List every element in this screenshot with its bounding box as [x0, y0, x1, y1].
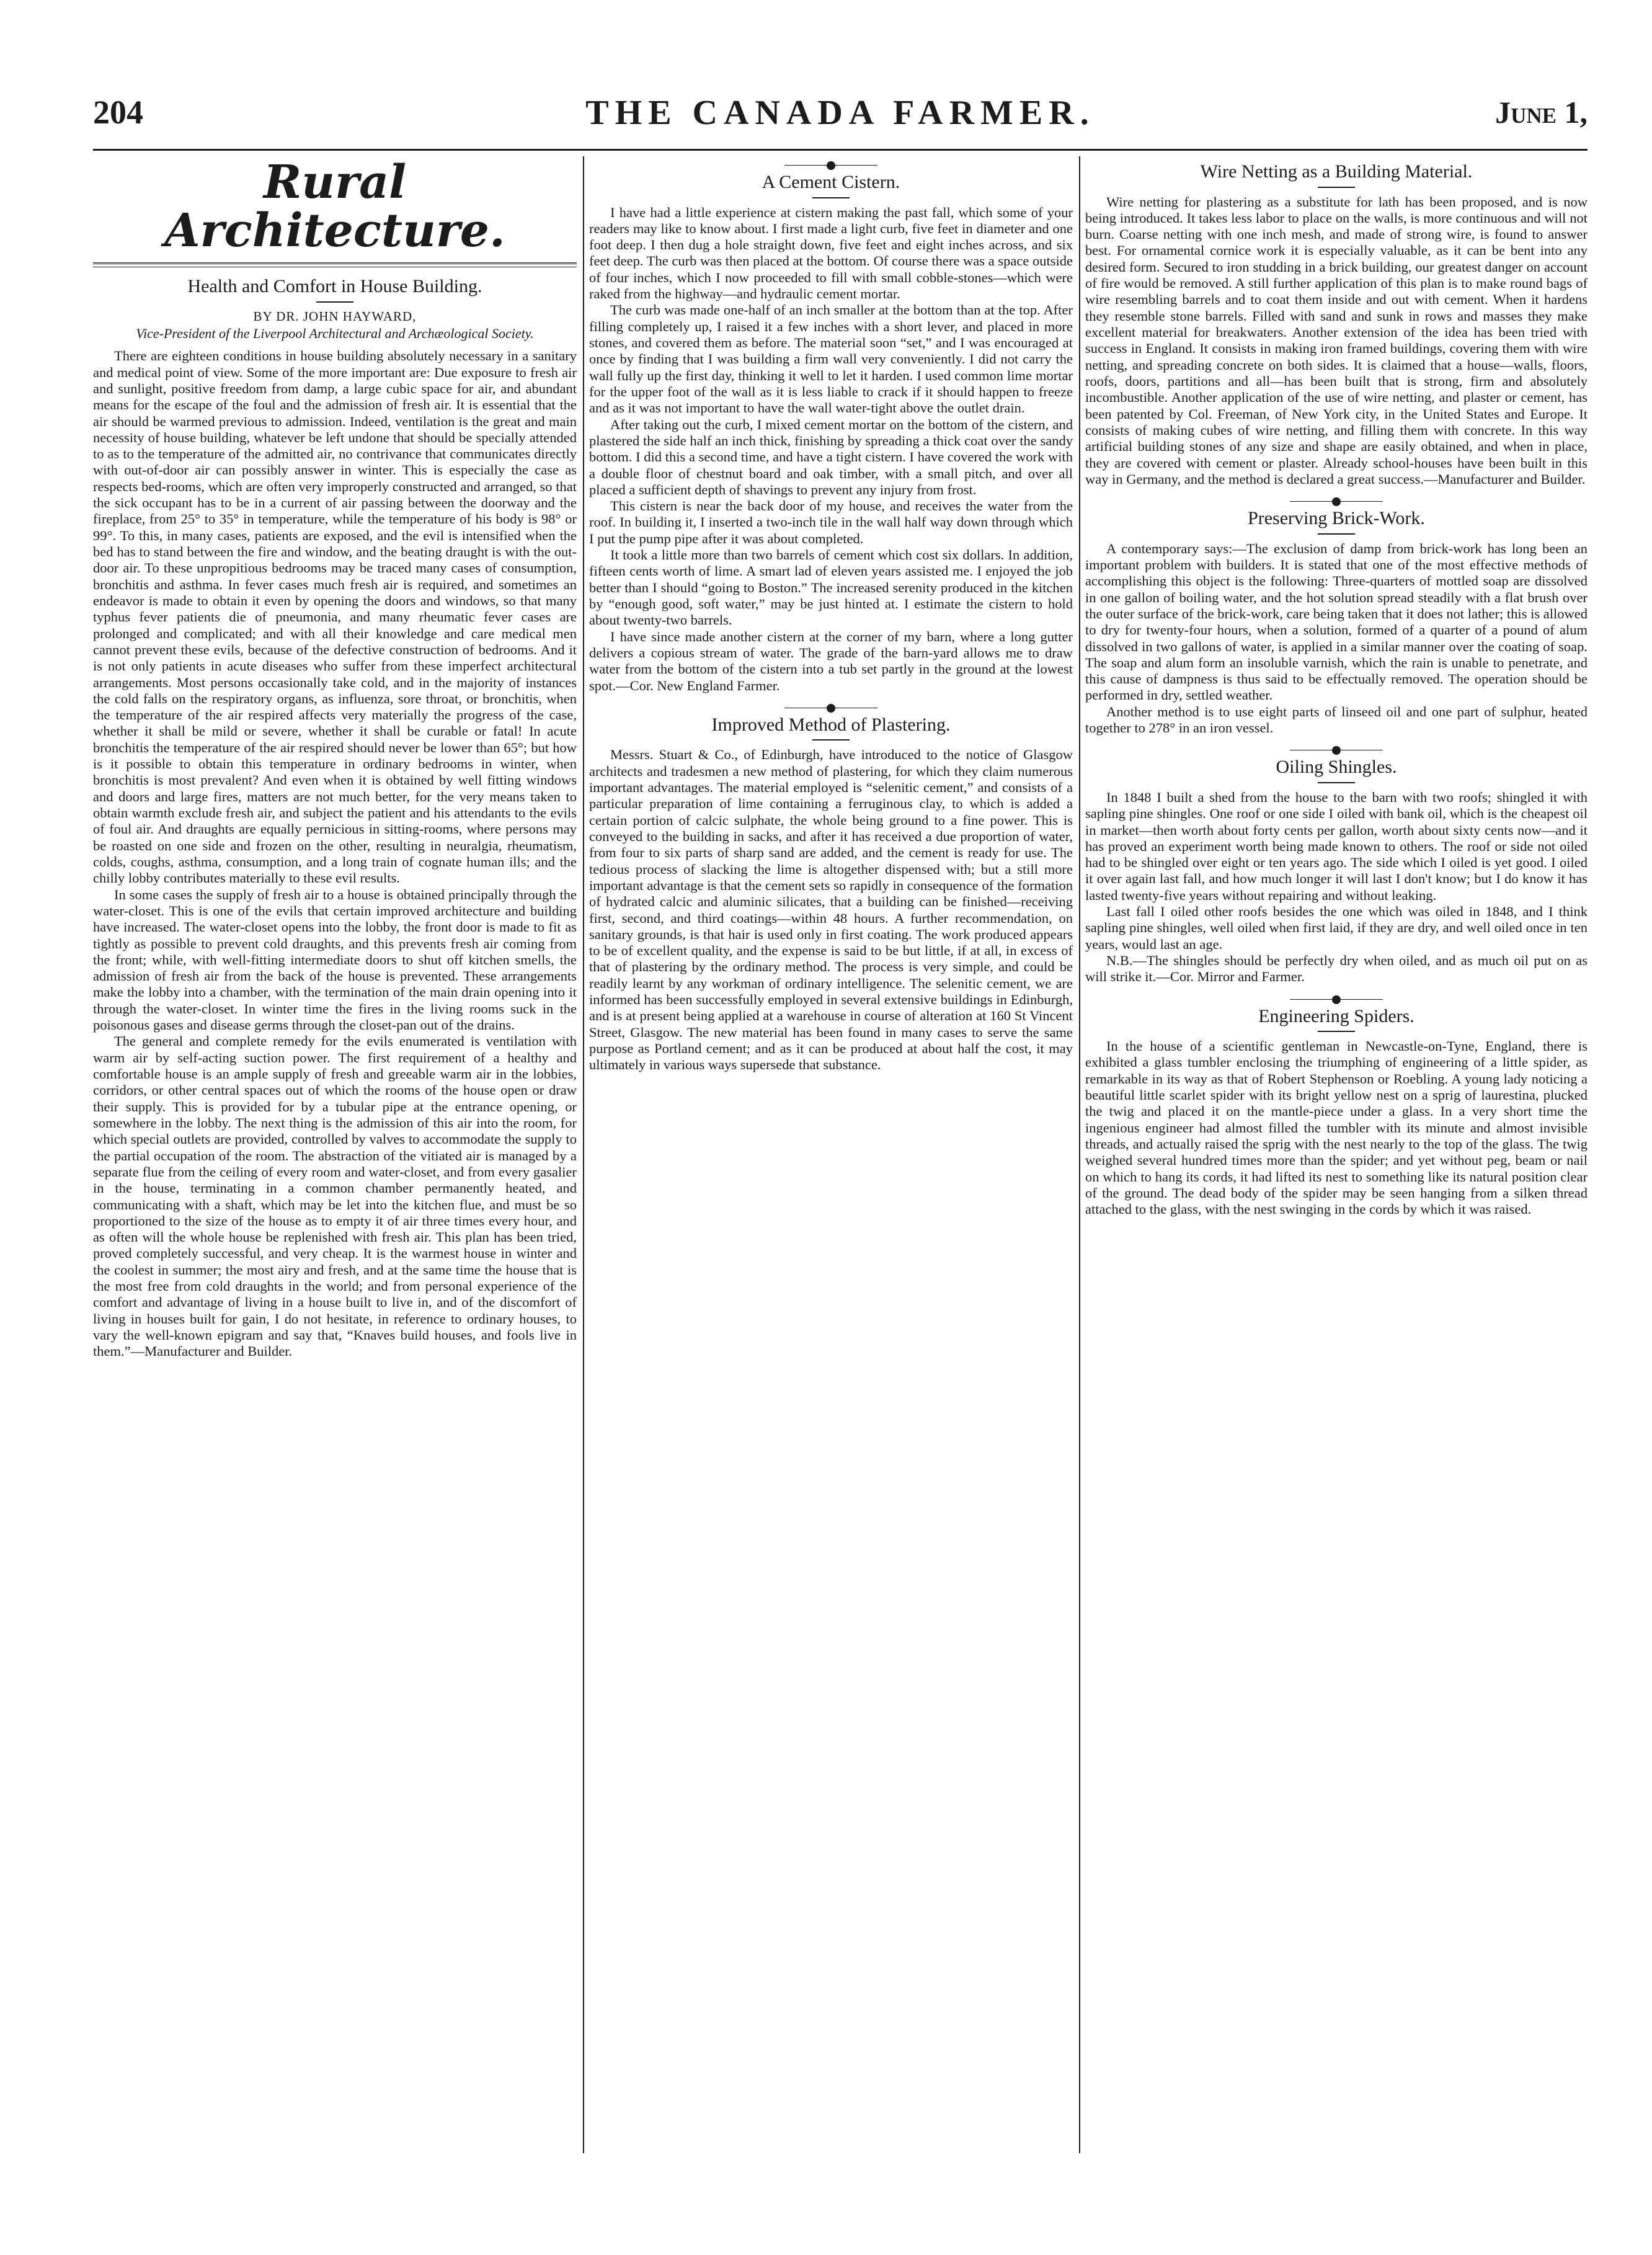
paper-title: THE CANADA FARMER.	[585, 94, 1095, 132]
article-paragraph: In the house of a scientific gentleman in Newcastle-on-Tyne, England, there is exhibited a glass tumbler enclosing the triumphing of engineering of a little spider, as remarkable in its way as that of Robert Stephenson or Roebling. A young lady noticing a beautiful little scarlet spider with its bright yellow nest on a sprig of laurestina, plucked the twig and placed it on the mantle-piece under a glass. In a very short time the ingenious engineer had almost filled the tumbler with its minute and almost invisible threads, and actually raised the sprig with the nest nearly to the top of the glass. The twig weighed several hundred times more than the spider; and yet without peg, beam or nail on which to hang its cords, it had lifted its nest to something like its natural position clear of the ground. The dead body of the spider may be seen hanging from a silken thread attached to the glass, with the nest swinging in the cords by which it was raised.	[1085, 1038, 1588, 1217]
title-rule	[1318, 187, 1355, 188]
article-paragraph: Another method is to use eight parts of linseed oil and one part of sulphur, heated together to 278° in an iron vessel.	[1085, 703, 1588, 736]
column-divider	[1079, 156, 1080, 2153]
article-separator	[1290, 501, 1383, 502]
article-title: Wire Netting as a Building Material.	[1200, 161, 1473, 182]
title-rule	[1318, 782, 1355, 783]
page-number: 204	[93, 94, 143, 131]
masthead	[93, 93, 1588, 149]
column-1	[93, 156, 577, 2153]
title-rule	[316, 301, 353, 303]
article-paragraph: There are eighteen conditions in house building absolutely necessary in a sanitary and medical point of view. Some of the more important are: Due exposure to fresh air and sunlight, positive freedom from damp, a large cubic space for air, and abundant means for the escape of the foul and the admission of fresh air. It is essential that the air should be warmed previous to admission. Indeed, ventilation is the great and main necessity of house building, whatever be left undone that should be specially attended to as to the temperature of the admitted air, no contrivance that communicates directly with out-of-door air can possibly answer in winter. This is especially the case as respects bed-rooms, which are often very improperly constructed and arranged, so that the sick occupant has to be in a current of air passing between the doorway and the fireplace, from 25° to 35° in temperature, while the temperature of his body is 98° or 99°. To this, in many cases, patients are exposed, and the evil is intensified when the bed has to stand between the fire and window, and the beating draught is with the out-door air. To these unpropitious bedrooms may be traced many cases of consumption, bronchitis and asthma. In fever cases much fresh air is required, and sometimes an endeavor is made to obtain it even by opening the doors and windows, so that many typhus fever patients die of pneumonia, and many rheumatic fever cases are prolonged and complicated; and with all their knowledge and care medical men cannot prevent these evils, because of the defective construction of bedrooms. And it is not only patients in acute diseases who suffer from these imperfect architectural arrangements. Most persons occasionally take cold, and in the majority of instances the cold falls on the respiratory organs, as influenza, sore throat, or bronchitis, when the temperature of the air respired affects very materially the progress of the case, whether it shall be mild or severe, whether it shall be curable or fatal! In acute bronchitis the temperature of the air respired should never be lower than 65°; but how is it possible to obtain this temperature in ordinary bedrooms in winter, when bronchitis is most prevalent? And even when it is obtained by well fitting windows and doors and large fires, matters are not much better, for the very means taken to obtain warmth exclude fresh air, and subject the patient and his attendants to the evils of foul air. And draughts are equally pernicious in sitting-rooms, where persons may be roasted on one side and frozen on the other, resulting in neuralgia, rheumatism, colds, coughs, asthma, consumption, and a long train of cognate human ills; and the chilly lobby contributes materially to these evil results.	[93, 348, 577, 886]
article-paragraph: The curb was made one-half of an inch smaller at the bottom than at the top. After filling completely up, I raised it a few inches with a short lever, and placed in more stones, and covered them as before. The material soon “set,” and I was encouraged at once by finding that I was building a firm wall very conveniently. I did not carry the wall fully up the first day, thinking it well to let it harden. I used common lime mortar for the upper foot of the wall as it is less liable to crack if it should happen to freeze and as it was not important to have the wall water-tight above the outlet drain.	[589, 302, 1073, 416]
column-divider	[583, 156, 584, 2153]
article-paragraph: In some cases the supply of fresh air to a house is obtained principally through the water-closet. This is one of the evils that certain improved architecture and building have increased. The water-closet opens into the lobby, the front door is made to fit as tightly as possible to prevent cold draughts, and this prevents fresh air coming from the front; while, with well-fitting intermediate doors to shut off kitchen smells, the admission of fresh air from the back of the house is prevented. These arrangements make the lobby into a chamber, with the termination of the main drain opening into it through the water-closet. In winter time the fires in the living rooms suck in the poisonous gases and disease germs through the closet-pan out of the drains.	[93, 886, 577, 1033]
article-byline: BY DR. JOHN HAYWARD,	[253, 308, 417, 324]
title-rule	[1318, 1031, 1355, 1032]
article-paragraph: In 1848 I built a shed from the house to the barn with two roofs; shingled it with sapling pine shingles. One roof or one side I oiled with bank oil, which is the cheapest oil in market—then worth about forty cents per gallon, worth about sixty cents now—and it has proved an experiment worth being made known to others. The roof or side not oiled had to be shingled over eight or ten years ago. The side which I oiled is yet good. I oiled it over again last fall, and how much longer it will last I don't know; but I do know it has lasted twenty-five years without repairing and without leaking.	[1085, 789, 1588, 903]
title-rule	[812, 739, 850, 741]
article-paragraph: This cistern is near the back door of my house, and receives the water from the roof. In building it, I inserted a two-inch tile in the wall half way down through which I put the pump pipe after it was about completed.	[589, 498, 1073, 546]
article-separator	[784, 165, 877, 166]
article-paragraph: Last fall I oiled other roofs besides the one which was oiled in 1848, and I think sapling pine shingles, well oiled when first laid, if they are dry, and well oiled once in ten years, would last an age.	[1085, 904, 1588, 952]
section-heading-rule	[93, 262, 577, 267]
article-paragraph: I have since made another cistern at the corner of my barn, where a long gutter delivers a copious stream of water. The grade of the barn-yard allows me to draw water from the bottom of the cistern into a tub set partly in the ground at the lowest spot.—Cor. New England Farmer.	[589, 628, 1073, 693]
article-paragraph: After taking out the curb, I mixed cement mortar on the bottom of the cistern, and plastered the side half an inch thick, finishing by spreading a thick coat over the sandy bottom. I did this a second time, and have a tight cistern. I have covered the work with a double floor of chestnut board and oak timber, with a small pitch, and over all placed a sufficient depth of shavings to prevent any injury from frost.	[589, 416, 1073, 497]
article-paragraph: Messrs. Stuart & Co., of Edinburgh, have introduced to the notice of Glasgow architects and tradesmen a new method of plastering, for which they claim numerous important advantages. The material employed is “selenitic cement,” and consists of a particular preparation of lime containing a ferruginous clay, to which is added a certain portion of calcic sulphate, the whole being ground to a fine power. This is conveyed to the building in sacks, and after it has received a due proportion of water, from four to six parts of sharp sand are added, and the cement is ready for use. The tedious process of slacking the lime is altogether dispensed with; but a still more important advantage is that the cement sets so rapidly in consequence of the formation of hydrated calcic and aluminic silicates, that a building can be finished—receiving first, second, and third coatings—within 48 hours. A further recommendation, on sanitary grounds, is that hair is used only in first coating. The work produced appears to be of excellent quality, and the expense is said to be but little, if at all, in excess of that of plastering by the ordinary method. The process is very simple, and could be readily learnt by any workman of ordinary intelligence. The selenitic cement, we are informed has been successfully employed in several extensive buildings in Edinburgh, and is at present being applied at a warehouse in course of alteration at 160 St Vincent Street, Glasgow. The new material has been found in many cases to serve the same purpose as Portland cement; and as it can be produced at about half the cost, it may ultimately in various ways supersede that substance.	[589, 747, 1073, 1073]
column-3	[1085, 156, 1588, 2153]
article-title: Health and Comfort in House Building.	[187, 276, 482, 297]
title-rule	[1318, 533, 1355, 535]
article-title: Engineering Spiders.	[1258, 1005, 1414, 1026]
article-paragraph: Wire netting for plastering as a substitute for lath has been proposed, and is now being introduced. It takes less labor to place on the walls, is more continuous and will not burn. Coarse netting with one inch mesh, and made of strong wire, is found to answer best. For ornamental cornice work it is especially valuable, as it can be bent into any desired form. Secured to iron studding in a brick building, our greatest danger on account of fire would be removed. A still further application of this plan is to make round bags of wire resembling barrels and to coat them inside and out with cement. When it hardens they resemble stone barrels. Filled with sand and sunk in rows and masses they make excellent material for breakwaters. Another extension of the idea has been tried with success in England. It consists in making iron framed buildings, covering them with wire netting, and spreading concrete on both sides. It is claimed that a house—walls, floors, roofs, doors, partitions and all—has been built that is strong, firm and absolutely incombustible. Another application of the use of wire netting, and plaster or cement, has been patented by Col. Freeman, of New York city, in the United States and Europe. It consists of making cubes of wire netting, and filling them with concrete. In this way artificial building stones of any size and shape are easily obtained, and when in place, they are covered with cement or plaster. Already school-houses have been built in this way in Germany, and the method is declared a great success.—Manufacturer and Builder.	[1085, 193, 1588, 487]
article-title: Improved Method of Plastering.	[711, 714, 951, 735]
section-heading: Rural Architecture.	[164, 156, 505, 257]
issue-date: June 1,	[1495, 95, 1588, 130]
title-rule	[812, 197, 850, 198]
article-paragraph: The general and complete remedy for the evils enumerated is ventilation with warm air by self-acting suction power. The first requirement of a healthy and comfortable house is an ample supply of fresh and greeable warm air in the lobbies, corridors, or other central spaces out of which the rooms of the house open or draw their supply. This is provided for by a tubular pipe at the entrance opening, or somewhere in the lobby. The next thing is the admission of this air into the room, for which special outlets are provided, controlled by valves to accommodate the supply to the partial occupation of the room. The abstraction of the vitiated air is managed by a separate flue from the ceiling of every room and water-closet, and from every gasalier in the house, terminating in a common chamber permanently heated, and communicating with a shaft, which may be let into the kitchen flue, and must be so proportioned to the size of the house as to empty it of air three times every hour, and as often will the whole house be replenished with fresh air. This plan has been tried, proved completely successful, and very cheap. It is the warmest house in winter and the coolest in summer; the most airy and fresh, and at the same time the house that is the most free from cold draughts in the world; and from personal experience of the comfort and advantage of living in a house built to live in, and of the discomfort of living in houses built for gain, I do not hesitate, in reference to ordinary houses, to vary the well-known epigram and say that, “Knaves build houses, and fools live in them.”—Manufacturer and Builder.	[93, 1033, 577, 1359]
article-paragraph: N.B.—The shingles should be perfectly dry when oiled, and as much oil put on as will strike it.—Cor. Mirror and Farmer.	[1085, 953, 1588, 985]
masthead-rule	[93, 149, 1588, 151]
column-2	[589, 156, 1073, 2153]
article-paragraph: It took a little more than two barrels of cement which cost six dollars. In addition, fifteen cents worth of lime. A smart lad of eleven years assisted me. I enjoyed the job better than I should “going to Boston.” The increased serenity produced in the kitchen by “enough good, soft water,” may be just hinted at. I estimate the cistern to hold about twenty-two barrels.	[589, 547, 1073, 628]
article-title: Preserving Brick-Work.	[1248, 508, 1425, 529]
article-affiliation: Vice-President of the Liverpool Architectural and Archæological Society.	[136, 325, 534, 341]
article-title: Oiling Shingles.	[1276, 757, 1397, 778]
article-title: A Cement Cistern.	[762, 172, 900, 192]
article-separator	[1290, 999, 1383, 1000]
article-paragraph: A contemporary says:—The exclusion of damp from brick-work has long been an important problem with builders. It is stated that one of the most effective methods of accomplishing this object is the following: Three-quarters of mottled soap are dissolved in one gallon of boiling water, and the hot solution spread steadily with a flat brush over the outer surface of the brick-work, care being taken that it does not lather; this is allowed to dry for twenty-four hours, when a solution, formed of a quarter of a pound of alum dissolved in two gallons of water, is applied in a similar manner over the coating of soap. The soap and alum form an insoluble varnish, which the rain is unable to penetrate, and this cause of dampness is thus said to be effectually removed. The operation should be performed in dry, settled weather.	[1085, 540, 1588, 703]
article-paragraph: I have had a little experience at cistern making the past fall, which some of your readers may like to know about. I first made a light curb, five feet in diameter and one foot deep. I then dug a hole straight down, five feet and eight inches across, and six feet deep. The curb was then placed at the bottom. Of course there was a space outside of four inches, which I now proceeded to fill with small cobble-stones—which were raked from the highway—and hydraulic cement mortar.	[589, 204, 1073, 302]
